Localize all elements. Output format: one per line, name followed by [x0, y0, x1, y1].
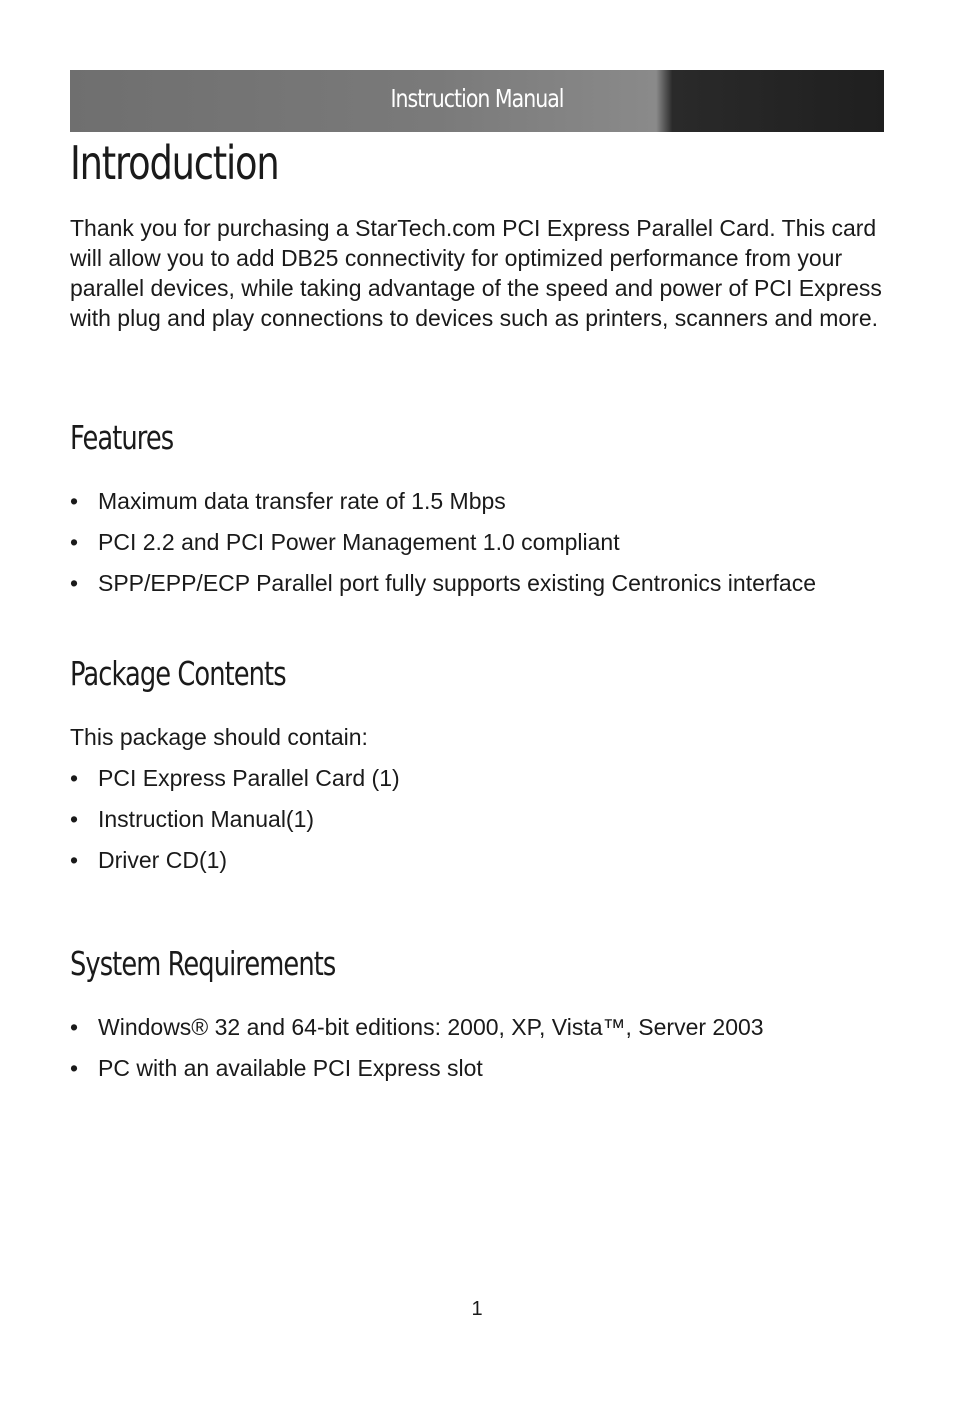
system-requirements-list [70, 1007, 900, 1089]
list-item [70, 522, 900, 563]
package-contents-list [70, 758, 900, 881]
bullet-icon: • [70, 1014, 79, 1040]
list-item-text: Driver CD(1) [98, 847, 228, 873]
bullet-icon: • [70, 806, 79, 832]
bullet-icon: • [70, 847, 79, 873]
introduction-paragraph: Thank you for purchasing a StarTech.com PCI Express Parallel Card. This card will allow you to add DB25 connectivity for optimized performance from your parallel devices, while taking advantage of the speed and power of PCI Express with plug and play connections to devices such as printers, scanners and more. [70, 215, 882, 331]
list-item-text: SPP/EPP/ECP Parallel port fully supports existing Centronics interface [98, 570, 817, 596]
header-band [70, 70, 884, 132]
header-title: Instruction Manual [390, 84, 564, 113]
list-item-text: Maximum data transfer rate of 1.5 Mbps [98, 488, 506, 514]
bullet-icon: • [70, 488, 79, 514]
page-number: 1 [471, 1298, 483, 1320]
list-item-text: PCI 2.2 and PCI Power Management 1.0 compliant [98, 529, 620, 555]
list-item-text: Windows® 32 and 64-bit editions: 2000, XP, Vista™, Server 2003 [98, 1014, 764, 1040]
bullet-icon: • [70, 765, 79, 791]
bullet-icon: • [70, 1055, 79, 1081]
list-item-text: PCI Express Parallel Card (1) [98, 765, 400, 791]
bullet-icon: • [70, 529, 79, 555]
system-requirements-heading: System Requirements [70, 944, 336, 983]
list-item [70, 840, 900, 881]
features-list [70, 481, 900, 604]
introduction-heading: Introduction [70, 136, 279, 190]
list-item [70, 1048, 900, 1089]
list-item-text: PC with an available PCI Express slot [98, 1055, 483, 1081]
list-item [70, 563, 900, 604]
list-item [70, 758, 900, 799]
bullet-icon: • [70, 570, 79, 596]
list-item [70, 481, 900, 522]
list-item [70, 799, 900, 840]
list-item [70, 1007, 900, 1048]
package-contents-heading: Package Contents [70, 654, 286, 693]
list-item-text: Instruction Manual(1) [98, 806, 315, 832]
package-contents-intro: This package should contain: [70, 724, 368, 750]
features-heading: Features [70, 418, 174, 457]
